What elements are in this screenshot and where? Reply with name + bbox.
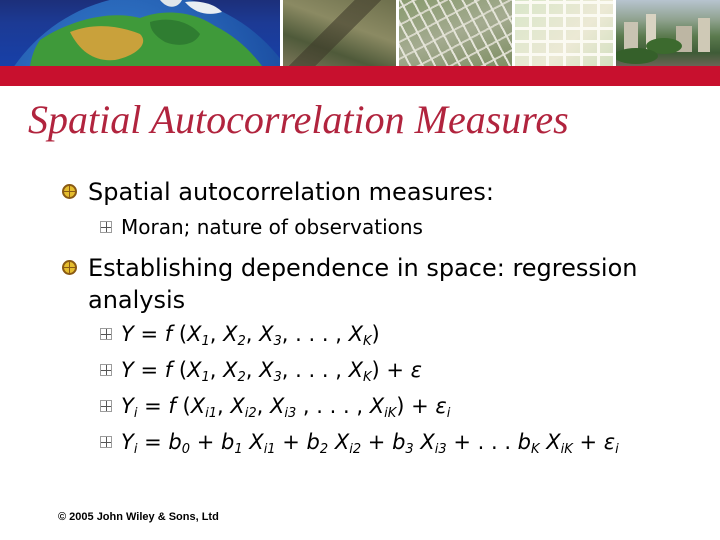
city-3d-image — [616, 0, 720, 66]
bullet-text-line-2: analysis — [88, 286, 186, 314]
header-divider-bar — [0, 66, 720, 86]
globe-image — [0, 0, 280, 66]
bullet-icon — [62, 184, 77, 199]
street-aerial-image — [399, 0, 512, 66]
bullet-text: Spatial autocorrelation measures: — [88, 178, 494, 206]
sub-bullet-icon — [100, 400, 112, 412]
equation-text: Y = f ($X_1$, $X_2$, $X_3$, . . . , $X_K) + \varepsilon$ — [121, 358, 422, 385]
header-banner — [0, 0, 720, 66]
slide-title: Spatial Autocorrelation Measures — [28, 97, 569, 142]
sub-bullet-icon — [100, 328, 112, 340]
equation-text: $Y_i = b_0 + b_1$ $X_{i1} + b_2$ $X_{i2} + b_3$ $X_{i3}$ + . . . $b_K$ $X_{iK} + \varepsilon_i$ — [121, 430, 619, 457]
bullet-icon — [62, 260, 77, 275]
equation-text: $Y_i = f$ ($X_{i1}$, $X_{i2}$, $X_{i3}$ , . . . , $X_{iK}) + \varepsilon_i$ — [121, 394, 451, 421]
sub-bullet-icon — [100, 436, 112, 448]
bullet-text-line-1: Establishing dependence in space: regression — [88, 254, 638, 282]
sub-bullet-icon — [100, 364, 112, 376]
sub-bullet-text: Moran; nature of observations — [121, 215, 423, 239]
satellite-image — [283, 0, 396, 66]
sub-bullet-icon — [100, 221, 112, 233]
bullet-establishing-dependence — [62, 252, 702, 316]
street-map-image — [515, 0, 613, 66]
copyright-footer: © 2005 John Wiley & Sons, Ltd — [58, 511, 219, 523]
equation-text: Y = f ($X_1$, $X_2$, $X_3$, . . . , $X_K$) — [121, 322, 380, 349]
